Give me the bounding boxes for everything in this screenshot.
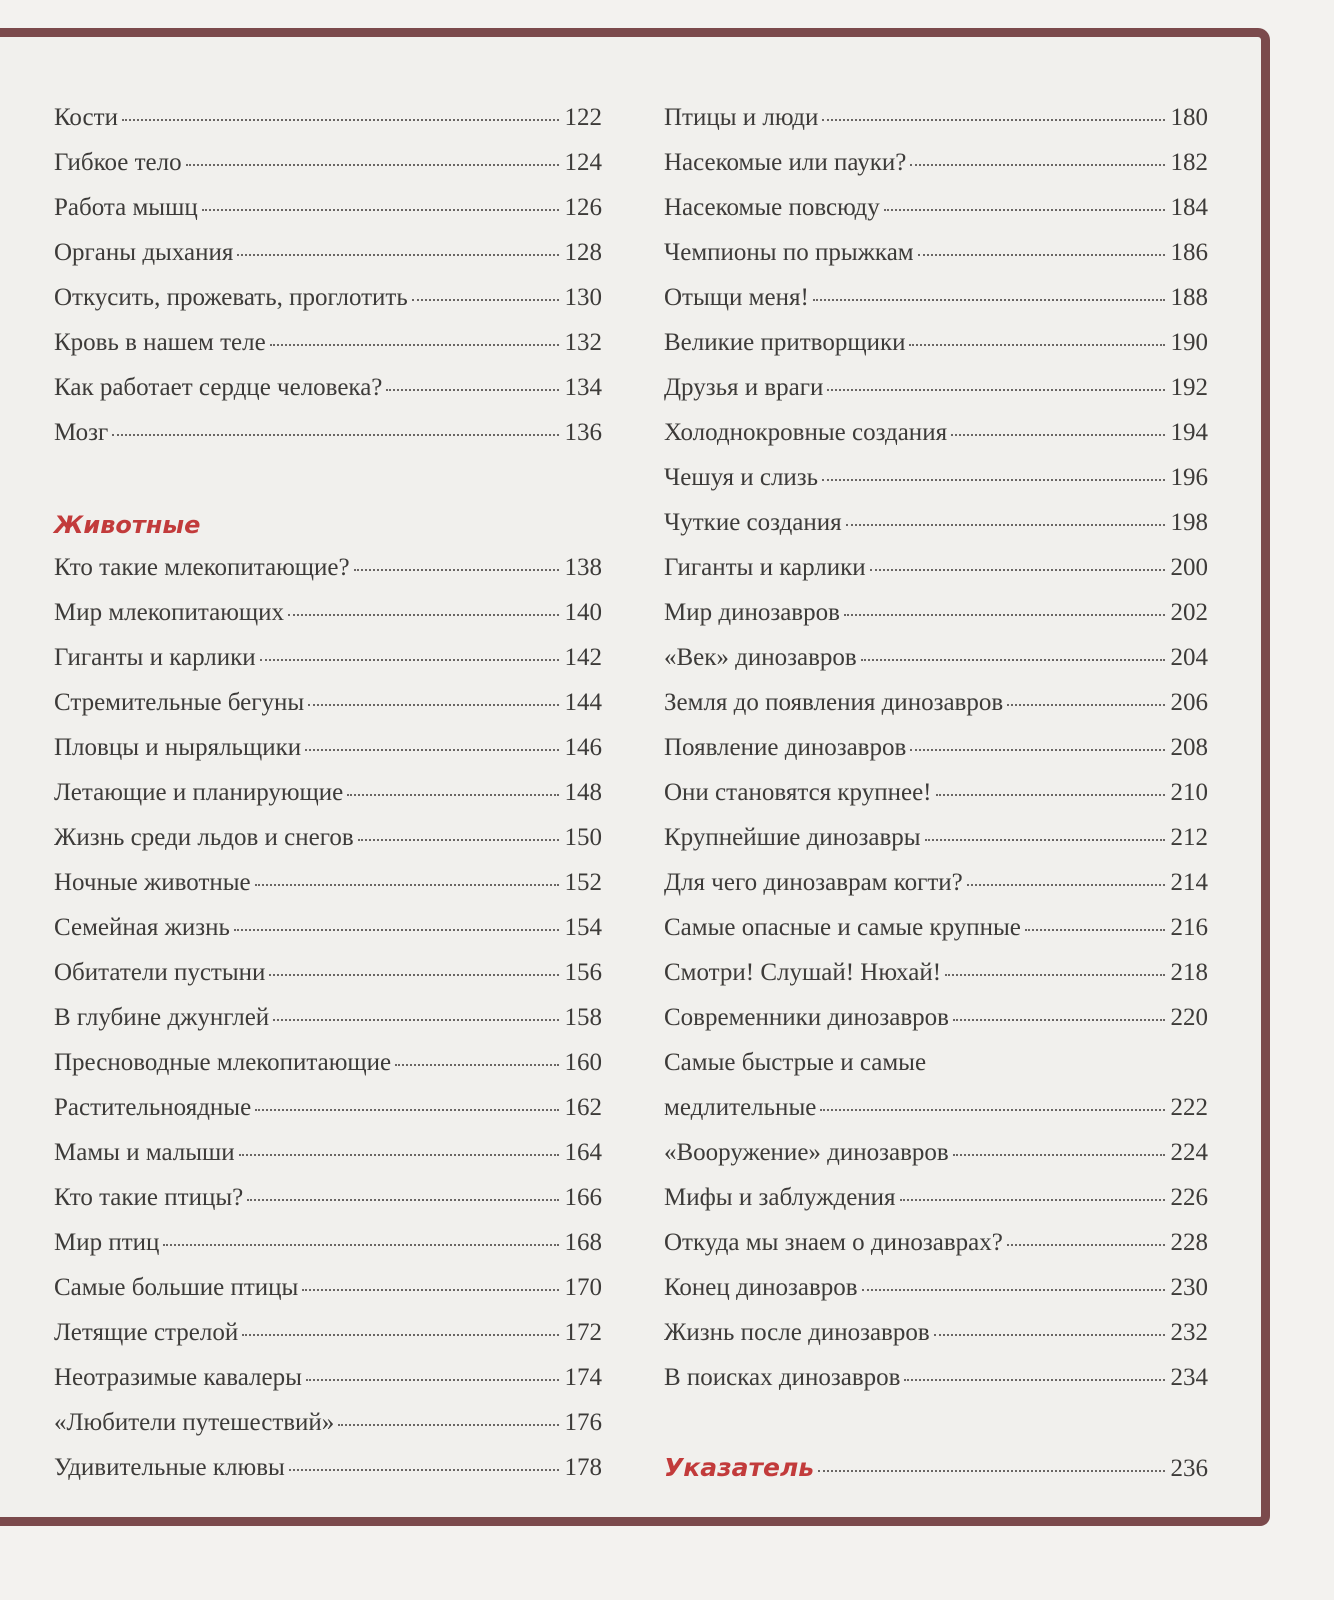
dot-leader (910, 749, 1164, 751)
toc-entry[interactable] (54, 320, 602, 365)
dot-leader (967, 884, 1165, 886)
toc-entry-page: 158 (564, 1004, 602, 1031)
toc-entry[interactable] (54, 185, 602, 230)
dot-leader (1025, 929, 1165, 931)
toc-entry-title: Птицы и люди (664, 104, 819, 131)
dot-leader (846, 524, 1165, 526)
toc-entry-page: 166 (564, 1184, 602, 1211)
toc-entry-page: 154 (564, 914, 602, 941)
toc-entry-title: Растительноядные (54, 1094, 252, 1121)
toc-entry-page: 128 (564, 239, 602, 266)
toc-entry-title: В глубине джунглей (54, 1004, 270, 1031)
toc-entry[interactable] (664, 1175, 1208, 1220)
toc-entry[interactable] (54, 725, 602, 770)
toc-entry-title: Насекомые повсюду (664, 194, 880, 221)
toc-entry-title: Откуда мы знаем о динозаврах? (664, 1229, 1003, 1256)
toc-entry-title: Летающие и планирующие (54, 779, 344, 806)
toc-entry[interactable] (54, 1040, 602, 1085)
toc-entry[interactable] (664, 860, 1208, 905)
toc-entry[interactable] (54, 1220, 602, 1265)
toc-entry[interactable] (664, 995, 1208, 1040)
toc-entry-title: Мамы и малыши (54, 1139, 235, 1166)
dot-leader (827, 389, 1164, 391)
toc-entry-page: 124 (564, 149, 602, 176)
toc-entry-title: Насекомые или пауки? (664, 149, 907, 176)
toc-entry-title: Летящие стрелой (54, 1319, 239, 1346)
toc-entry-title: Для чего динозаврам когти? (664, 869, 963, 896)
toc-entry-page: 152 (564, 869, 602, 896)
toc-entry-page: 174 (564, 1364, 602, 1391)
dot-leader (302, 1289, 558, 1291)
toc-entry-page: 188 (1170, 284, 1208, 311)
dot-leader (308, 704, 558, 706)
toc-entry-page: 142 (564, 644, 602, 671)
toc-entry-title: Мир млекопитающих (54, 599, 285, 626)
toc-entry[interactable] (54, 680, 602, 725)
dot-leader (338, 1424, 558, 1426)
toc-entry-page: 134 (564, 374, 602, 401)
toc-entry-page: 122 (564, 104, 602, 131)
dot-leader (288, 614, 558, 616)
toc-entry-page: 126 (564, 194, 602, 221)
toc-entry-page: 130 (564, 284, 602, 311)
toc-entry-title: Ночные животные (54, 869, 251, 896)
toc-entry[interactable] (664, 185, 1208, 230)
toc-entry[interactable] (664, 680, 1208, 725)
dot-leader (925, 839, 1165, 841)
toc-entry[interactable] (54, 1445, 602, 1490)
toc-list-body (54, 95, 602, 455)
dot-leader (358, 839, 559, 841)
toc-entry-page: 140 (564, 599, 602, 626)
toc-entry[interactable] (664, 1130, 1208, 1175)
dot-leader (260, 659, 559, 661)
toc-entry-title: «Любители путешествий» (54, 1409, 335, 1436)
toc-entry[interactable] (664, 275, 1208, 320)
dot-leader (934, 1334, 1165, 1336)
toc-entry-page: 184 (1170, 194, 1208, 221)
toc-entry-title: Чемпионы по прыжкам (664, 239, 914, 266)
toc-entry[interactable] (54, 635, 602, 680)
dot-leader (122, 119, 559, 121)
toc-list-animals (54, 545, 602, 1490)
toc-entry-title: Самые большие птицы (54, 1274, 299, 1301)
toc-entry-title: Гиганты и карлики (664, 554, 866, 581)
toc-entry[interactable] (664, 1355, 1208, 1400)
dot-leader (945, 974, 1164, 976)
toc-entry-page: 168 (564, 1229, 602, 1256)
toc-left-column (54, 95, 602, 1490)
toc-entry[interactable] (664, 320, 1208, 365)
toc-entry-page: 236 (1170, 1455, 1208, 1482)
toc-entry-page: 212 (1170, 824, 1208, 851)
dot-leader (273, 1019, 558, 1021)
dot-leader (884, 209, 1165, 211)
toc-entry[interactable] (54, 815, 602, 860)
toc-entry-title: Пресноводные млекопитающие (54, 1049, 392, 1076)
toc-entry[interactable] (54, 950, 602, 995)
toc-entry-index[interactable] (664, 1445, 1208, 1490)
toc-entry-title: Смотри! Слушай! Нюхай! (664, 959, 942, 986)
toc-entry-page: 194 (1170, 419, 1208, 446)
toc-entry-title: Они становятся крупнее! (664, 779, 932, 806)
dot-leader (354, 569, 559, 571)
dot-leader (237, 254, 558, 256)
toc-entry-page: 146 (564, 734, 602, 761)
toc-entry-title: Кто такие млекопитающие? (54, 554, 350, 581)
toc-entry-title: Удивительные клювы (54, 1454, 285, 1481)
toc-entry[interactable] (54, 1130, 602, 1175)
toc-entry[interactable] (54, 1085, 602, 1130)
dot-leader (936, 794, 1165, 796)
toc-entry-title: Чешуя и слизь (664, 464, 819, 491)
toc-entry[interactable] (664, 230, 1208, 275)
toc-entry-title: Холоднокровные создания (664, 419, 948, 446)
dot-leader (255, 884, 559, 886)
toc-entry-title: Крупнейшие динозавры (664, 824, 921, 851)
toc-entry-title: Работа мышц (54, 194, 198, 221)
toc-entry-page: 222 (1170, 1094, 1208, 1121)
toc-entry-page: 162 (564, 1094, 602, 1121)
dot-leader (844, 614, 1165, 616)
toc-entry[interactable] (54, 230, 602, 275)
dot-leader (242, 1334, 558, 1336)
toc-entry[interactable] (54, 1310, 602, 1355)
toc-entry-page: 190 (1170, 329, 1208, 356)
toc-entry-page: 176 (564, 1409, 602, 1436)
toc-entry-page: 224 (1170, 1139, 1208, 1166)
dot-leader (395, 1064, 558, 1066)
dot-leader (239, 1154, 559, 1156)
toc-entry-page: 214 (1170, 869, 1208, 896)
toc-entry-page: 182 (1170, 149, 1208, 176)
toc-entry-page: 228 (1170, 1229, 1208, 1256)
dot-leader (270, 344, 559, 346)
toc-entry[interactable] (664, 905, 1208, 950)
toc-entry-title: Пловцы и ныряльщики (54, 734, 302, 761)
toc-entry-title: Обитатели пустыни (54, 959, 266, 986)
spacer (54, 455, 602, 500)
toc-entry[interactable] (54, 140, 602, 185)
toc-entry[interactable] (664, 95, 1208, 140)
toc-entry-page: 200 (1170, 554, 1208, 581)
toc-entry-title: Появление динозавров (664, 734, 907, 761)
toc-entry-title: Кости (54, 104, 118, 131)
toc-entry-page: 202 (1170, 599, 1208, 626)
toc-list-animals-dinosaurs (664, 95, 1208, 1040)
toc-entry-title: «Век» динозавров (664, 644, 857, 671)
dot-leader (870, 569, 1165, 571)
toc-entry[interactable] (54, 1355, 602, 1400)
toc-entry-title: Жизнь после динозавров (664, 1319, 930, 1346)
toc-entry[interactable] (664, 770, 1208, 815)
dot-leader (412, 299, 559, 301)
toc-entry-page: 192 (1170, 374, 1208, 401)
dot-leader (822, 119, 1164, 121)
toc-entry-title: Гиганты и карлики (54, 644, 256, 671)
toc-entry[interactable] (664, 545, 1208, 590)
toc-entry[interactable] (54, 905, 602, 950)
dot-leader (1007, 704, 1164, 706)
toc-entry-title: Современники динозавров (664, 1004, 949, 1031)
toc-entry-title: Как работает сердце человека? (54, 374, 383, 401)
toc-entry-title: Гибкое тело (54, 149, 182, 176)
dot-leader (820, 1109, 1164, 1111)
index-heading: Указатель (664, 1453, 815, 1482)
dot-leader (953, 1019, 1165, 1021)
toc-entry[interactable] (54, 410, 602, 455)
toc-entry-title: Друзья и враги (664, 374, 824, 401)
dot-leader (305, 749, 558, 751)
dot-leader (234, 929, 559, 931)
toc-entry-page: 170 (564, 1274, 602, 1301)
dot-leader (904, 1379, 1164, 1381)
toc-entry-title: «Вооружение» динозавров (664, 1139, 949, 1166)
toc-entry-title: В поисках динозавров (664, 1364, 901, 1391)
dot-leader (255, 1109, 558, 1111)
toc-entry-page: 178 (564, 1454, 602, 1481)
toc-entry-page: 208 (1170, 734, 1208, 761)
toc-entry-wrapped-continued[interactable] (664, 1085, 1208, 1130)
toc-entry-page: 196 (1170, 464, 1208, 491)
dot-leader (861, 659, 1165, 661)
toc-entry-title: Мозг (54, 419, 109, 446)
toc-entry-page: 218 (1170, 959, 1208, 986)
toc-entry-title: Мир динозавров (664, 599, 840, 626)
toc-entry-page: 232 (1170, 1319, 1208, 1346)
toc-entry-page: 204 (1170, 644, 1208, 671)
spacer (664, 1400, 1208, 1445)
toc-entry[interactable] (54, 860, 602, 905)
toc-entry[interactable] (664, 635, 1208, 680)
dot-leader (163, 1244, 558, 1246)
toc-entry[interactable] (54, 590, 602, 635)
toc-entry-title: Откусить, прожевать, проглотить (54, 284, 408, 311)
toc-list-dinosaurs-end (664, 1130, 1208, 1400)
dot-leader (953, 1154, 1165, 1156)
dot-leader (112, 434, 558, 436)
toc-entry-page: 156 (564, 959, 602, 986)
toc-entry[interactable] (664, 410, 1208, 455)
toc-entry-title: Кровь в нашем теле (54, 329, 266, 356)
toc-entry[interactable] (664, 590, 1208, 635)
toc-entry[interactable] (664, 1220, 1208, 1265)
toc-entry-title: Жизнь среди льдов и снегов (54, 824, 354, 851)
toc-entry-page: 226 (1170, 1184, 1208, 1211)
toc-entry[interactable] (664, 725, 1208, 770)
toc-entry[interactable] (664, 815, 1208, 860)
toc-entry-page: 144 (564, 689, 602, 716)
toc-entry-page: 136 (564, 419, 602, 446)
toc-entry-title: Великие притворщики (664, 329, 906, 356)
toc-entry-page: 210 (1170, 779, 1208, 806)
dot-leader (909, 344, 1164, 346)
toc-entry-title: Кто такие птицы? (54, 1184, 244, 1211)
toc-entry-title: Чуткие создания (664, 509, 842, 536)
toc-entry-page: 160 (564, 1049, 602, 1076)
toc-entry[interactable] (54, 1265, 602, 1310)
dot-leader (900, 1199, 1165, 1201)
toc-entry-wrapped[interactable] (664, 1040, 1208, 1085)
toc-entry[interactable] (664, 500, 1208, 545)
toc-entry[interactable] (54, 545, 602, 590)
toc-entry-title: Органы дыхания (54, 239, 234, 266)
toc-entry[interactable] (664, 365, 1208, 410)
toc-entry-title: Отыщи меня! (664, 284, 809, 311)
toc-entry-title: Семейная жизнь (54, 914, 230, 941)
toc-entry[interactable] (54, 365, 602, 410)
toc-entry[interactable] (54, 95, 602, 140)
dot-leader (386, 389, 558, 391)
toc-entry-title: Земля до появления динозавров (664, 689, 1004, 716)
toc-entry-page: 230 (1170, 1274, 1208, 1301)
toc-entry-title: медлительные (664, 1094, 817, 1121)
toc-entry-page: 150 (564, 824, 602, 851)
toc-entry-page: 180 (1170, 104, 1208, 131)
toc-entry-page: 172 (564, 1319, 602, 1346)
toc-entry-title: Мир птиц (54, 1229, 160, 1256)
dot-leader (269, 974, 558, 976)
dot-leader (186, 164, 559, 166)
toc-entry[interactable] (54, 995, 602, 1040)
toc-entry-title: Мифы и заблуждения (664, 1184, 896, 1211)
toc-entry-title: Конец динозавров (664, 1274, 858, 1301)
toc-entry-page: 234 (1170, 1364, 1208, 1391)
dot-leader (951, 434, 1164, 436)
toc-right-column (664, 95, 1208, 1490)
toc-entry[interactable] (664, 455, 1208, 500)
dot-leader (822, 479, 1164, 481)
toc-entry-title: Самые быстрые и самые (664, 1049, 927, 1076)
dot-leader (289, 1469, 559, 1471)
dot-leader (862, 1289, 1165, 1291)
toc-entry-page: 206 (1170, 689, 1208, 716)
toc-entry-title: Неотразимые кавалеры (54, 1364, 302, 1391)
toc-entry-title: Стремительные бегуны (54, 689, 305, 716)
dot-leader (910, 164, 1164, 166)
dot-leader (306, 1379, 559, 1381)
dot-leader (918, 254, 1165, 256)
dot-leader (347, 794, 558, 796)
toc-entry-page: 220 (1170, 1004, 1208, 1031)
toc-entry-page: 164 (564, 1139, 602, 1166)
dot-leader (1007, 1244, 1165, 1246)
toc-entry[interactable] (664, 140, 1208, 185)
toc-entry-page: 148 (564, 779, 602, 806)
dot-leader (247, 1199, 558, 1201)
toc-entry-title: Самые опасные и самые крупные (664, 914, 1021, 941)
toc-entry[interactable] (54, 275, 602, 320)
toc-entry-page: 138 (564, 554, 602, 581)
toc-entry-page: 186 (1170, 239, 1208, 266)
toc-entry[interactable] (664, 1310, 1208, 1355)
toc-entry-page: 132 (564, 329, 602, 356)
toc-entry[interactable] (54, 1400, 602, 1445)
toc-entry[interactable] (664, 950, 1208, 995)
dot-leader (813, 299, 1165, 301)
toc-entry[interactable] (54, 1175, 602, 1220)
toc-entry[interactable] (664, 1265, 1208, 1310)
toc-entry-page: 198 (1170, 509, 1208, 536)
section-heading-animals: Животные (54, 511, 201, 539)
dot-leader (202, 209, 559, 211)
dot-leader (818, 1470, 1164, 1472)
toc-entry-page: 216 (1170, 914, 1208, 941)
toc-entry[interactable] (54, 770, 602, 815)
